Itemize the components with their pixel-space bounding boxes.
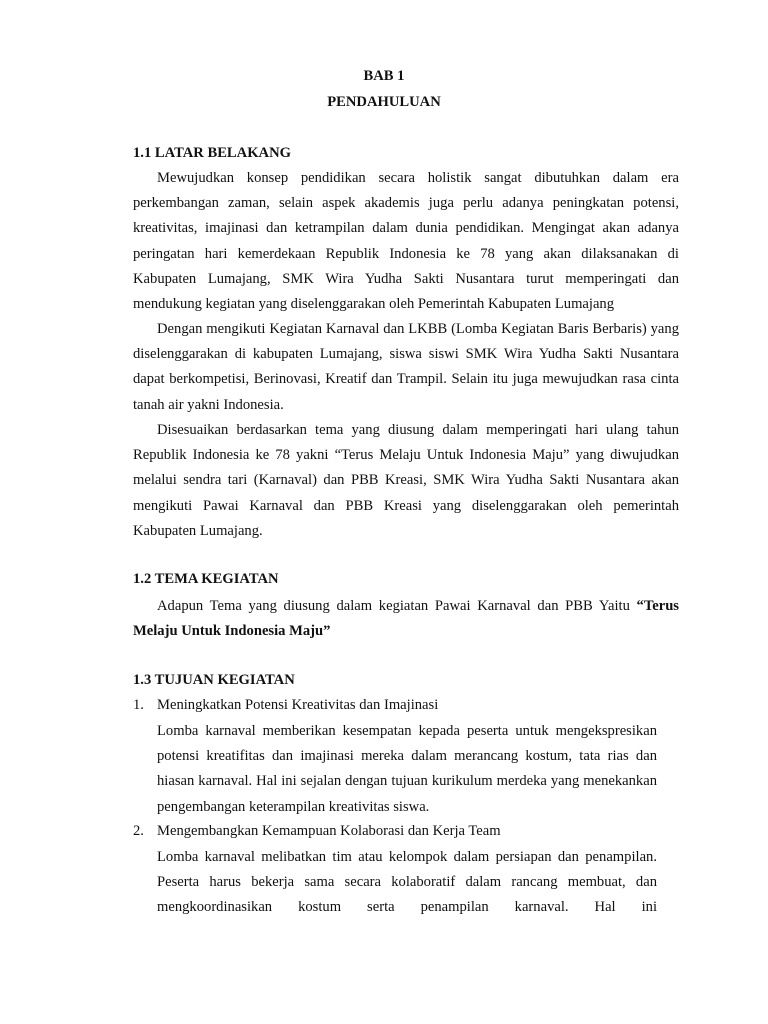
paragraph-text: Disesuaikan berdasarkan tema yang diusung dalam memperingati hari ulang tahun Republik Indonesia ke 78 yakni “Terus Melaju Untuk Indonesia Maju” yang diwujudkan melalui sendra tari (Karnaval) dan PBB Kreasi, SMK Wira Yudha Sakti Nusantara akan mengikuti Pawai Karnaval dan PBB Kreasi yang diselenggarakan oleh pemerintah Kabupaten Lumajang. <box>133 422 679 539</box>
paragraph-text: Dengan mengikuti Kegiatan Karnaval dan LKBB (Lomba Kegiatan Baris Berbaris) yang diselenggarakan di kabupaten Lumajang, siswa siswi SMK Wira Yudha Sakti Nusantara dapat berkompetisi, Berinovasi, Kreatif dan Trampil. Selain itu juga mewujudkan rasa cinta tanah air yakni Indonesia. <box>133 321 679 413</box>
paragraph-latar-belakang-2 <box>133 317 679 418</box>
chapter-number: BAB 1 <box>363 68 405 84</box>
section-heading-tujuan-kegiatan: 1.3 TUJUAN KEGIATAN <box>133 672 295 688</box>
paragraph-tema-kegiatan <box>133 594 679 644</box>
list-item-number: 2. <box>133 823 144 839</box>
paragraph-text: Mewujudkan konsep pendidikan secara holistik sangat dibutuhkan dalam era perkembangan zaman, selain aspek akademis juga perlu adanya peningkatan potensi, kreativitas, imajinasi dan ketrampilan dalam dunia pendidikan. Mengingat akan adanya peringatan hari kemerdekaan Republik Indonesia ke 78 yang akan dilaksanakan di Kabupaten Lumajang, SMK Wira Yudha Sakti Nusantara turut memperingati dan mendukung kegiatan yang diselenggarakan oleh Pemerintah Kabupaten Lumajang <box>133 170 679 313</box>
section-heading-tema-kegiatan: 1.2 TEMA KEGIATAN <box>133 571 279 587</box>
paragraph-latar-belakang-1 <box>133 166 679 317</box>
paragraph-latar-belakang-3 <box>133 418 679 544</box>
section-heading-latar-belakang: 1.1 LATAR BELAKANG <box>133 145 291 161</box>
list-item-number: 1. <box>133 697 144 713</box>
chapter-title: PENDAHULUAN <box>327 94 441 110</box>
list-item-body: Lomba karnaval melibatkan tim atau kelompok dalam persiapan dan penampilan. Peserta harus bekerja sama secara kolaboratif dalam rancang membuat, dan mengkoordinasikan kostum serta penampilan karnaval. Hal ini <box>157 849 657 916</box>
list-item-title: Mengembangkan Kemampuan Kolaborasi dan Kerja Team <box>157 823 501 839</box>
list-item-title: Meningkatkan Potensi Kreativitas dan Imajinasi <box>157 697 439 713</box>
paragraph-text: Adapun Tema yang diusung dalam kegiatan Pawai Karnaval dan PBB Yaitu <box>157 598 637 614</box>
theme-quote: “Terus Melaju Untuk Indonesia Maju” <box>133 598 679 640</box>
list-item-body: Lomba karnaval memberikan kesempatan kepada peserta untuk mengekspresikan potensi kreatifitas dan imajinasi mereka dalam merancang kostum, tata rias dan hiasan karnaval. Hal ini sejalan dengan tujuan kurikulum merdeka yang menekankan pengembangan keterampilan kreativitas siswa. <box>157 723 657 815</box>
